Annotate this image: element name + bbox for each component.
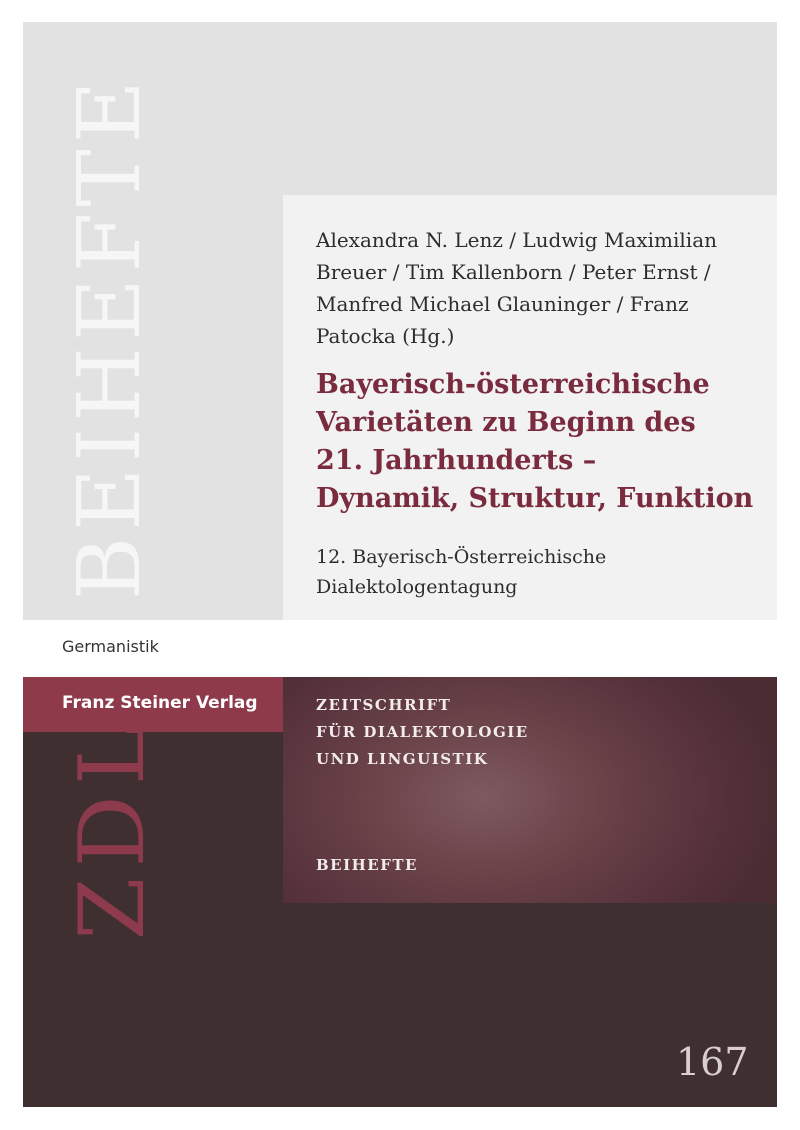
subtitle-line: Dialektologentagung [316, 576, 518, 598]
series-name-line: ZEITSCHRIFT [316, 696, 452, 714]
author-line: Breuer / Tim Kallenborn / Peter Ernst / [316, 260, 711, 284]
spine-series-word: BEIHEFTE [60, 74, 160, 600]
publisher-label: Franz Steiner Verlag [62, 693, 258, 713]
author-line: Alexandra N. Lenz / Ludwig Maximilian [316, 228, 718, 252]
title-line: Dynamik, Struktur, Funktion [316, 483, 754, 514]
title-line: 21. Jahrhunderts – [316, 445, 597, 476]
book-subtitle [316, 542, 756, 602]
spine-journal-abbrev: ZDL [60, 715, 165, 940]
volume-number: 167 [676, 1040, 749, 1084]
series-name-line: FÜR DIALEKTOLOGIE [316, 723, 529, 741]
series-name-line: UND LINGUISTIK [316, 750, 489, 768]
title-line: Varietäten zu Beginn des [316, 407, 696, 438]
book-title [316, 366, 766, 518]
author-line: Manfred Michael Glauninger / Franz [316, 292, 689, 316]
author-line: Patocka (Hg.) [316, 324, 455, 348]
series-supplement: BEIHEFTE [316, 856, 418, 874]
book-authors [316, 224, 756, 352]
title-line: Bayerisch-österreichische [316, 369, 710, 400]
series-name [316, 692, 756, 773]
subject-label: Germanistik [62, 637, 159, 656]
subtitle-line: 12. Bayerisch-Österreichische [316, 546, 607, 568]
